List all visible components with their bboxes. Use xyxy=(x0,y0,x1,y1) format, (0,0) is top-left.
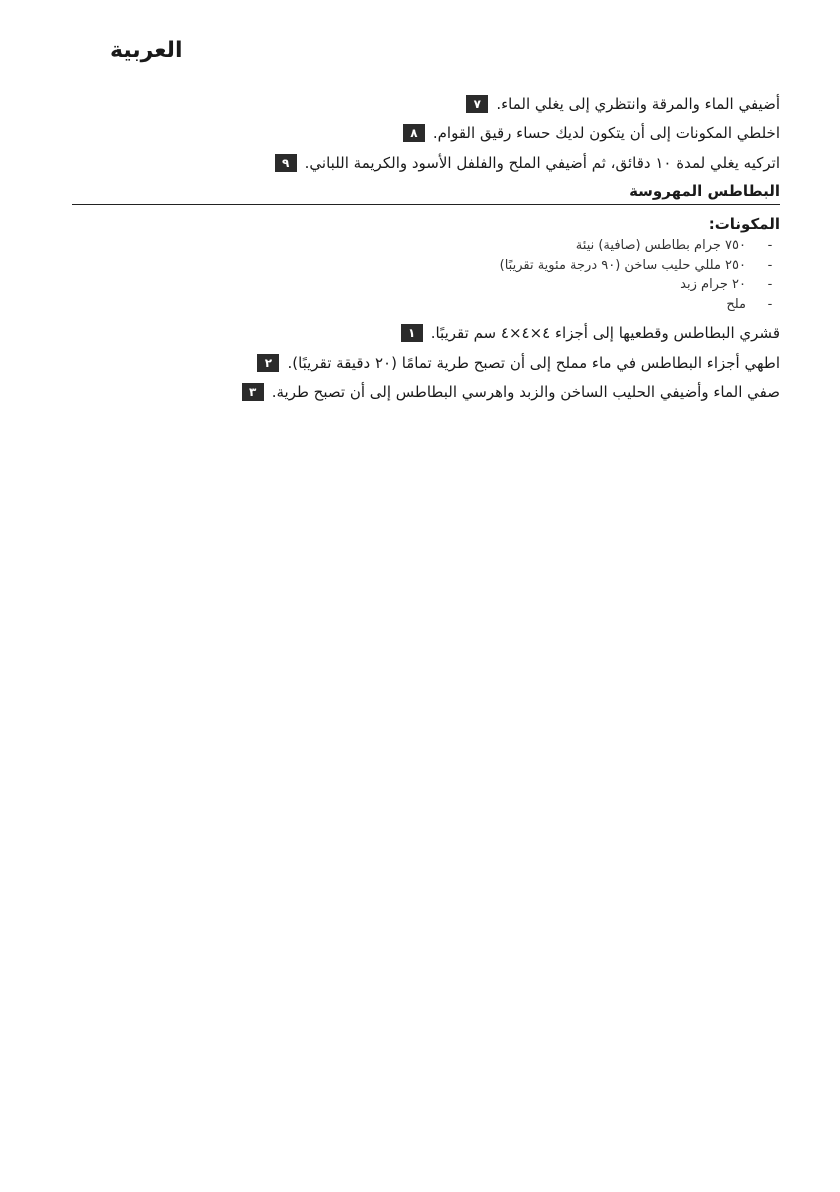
step-9 xyxy=(275,152,780,174)
ingredient-item xyxy=(180,275,780,295)
bullet-dash: - xyxy=(767,277,773,293)
ingredient-text: ملح xyxy=(726,296,746,312)
step-1 xyxy=(401,322,780,344)
step-number-badge: ١ xyxy=(401,324,423,342)
ingredient-text: ٢٠ جرام زبد xyxy=(680,277,746,293)
step-text: اتركيه يغلي لمدة ١٠ دقائق، ثم أضيفي الملح والفلفل الأسود والكريمة اللباني. xyxy=(304,154,780,172)
ingredients-list xyxy=(180,236,780,314)
step-text: اخلطي المكونات إلى أن يتكون لديك حساء رقيق القوام. xyxy=(432,124,780,142)
step-number-badge: ٩ xyxy=(275,154,297,172)
ingredient-item xyxy=(180,295,780,315)
step-text: اطهي أجزاء البطاطس في ماء مملح إلى أن تصبح طرية تمامًا (٢٠ دقيقة تقريبًا). xyxy=(287,354,780,372)
step-number-badge: ٢ xyxy=(257,354,279,372)
step-number-badge: ٨ xyxy=(403,124,425,142)
step-7 xyxy=(466,93,780,115)
step-2 xyxy=(257,352,780,374)
section-divider xyxy=(72,204,780,205)
ingredients-title: المكونات: xyxy=(708,215,780,233)
bullet-dash: - xyxy=(767,238,773,254)
ingredient-text: ٧٥٠ جرام بطاطس (صافية) نيئة xyxy=(575,238,746,254)
bullet-dash: - xyxy=(767,296,773,312)
step-number-badge: ٣ xyxy=(242,383,264,401)
step-text: أضيفي الماء والمرقة وانتظري إلى يغلي الماء. xyxy=(496,95,780,113)
ingredient-text: ٢٥٠ مللي حليب ساخن (٩٠ درجة مئوية تقريبًا) xyxy=(499,257,746,273)
step-number-badge: ٧ xyxy=(466,95,488,113)
step-3 xyxy=(242,381,780,403)
ingredient-item xyxy=(180,236,780,256)
bullet-dash: - xyxy=(767,257,773,273)
section-title: البطاطس المهروسة xyxy=(629,182,780,200)
language-title: العربية xyxy=(110,38,183,63)
step-text: صفي الماء وأضيفي الحليب الساخن والزبد واهرسي البطاطس إلى أن تصبح طرية. xyxy=(271,383,780,401)
ingredient-item xyxy=(180,256,780,276)
step-8 xyxy=(403,122,780,144)
step-text: قشري البطاطس وقطعيها إلى أجزاء ٤×٤×٤ سم تقريبًا. xyxy=(430,324,780,342)
